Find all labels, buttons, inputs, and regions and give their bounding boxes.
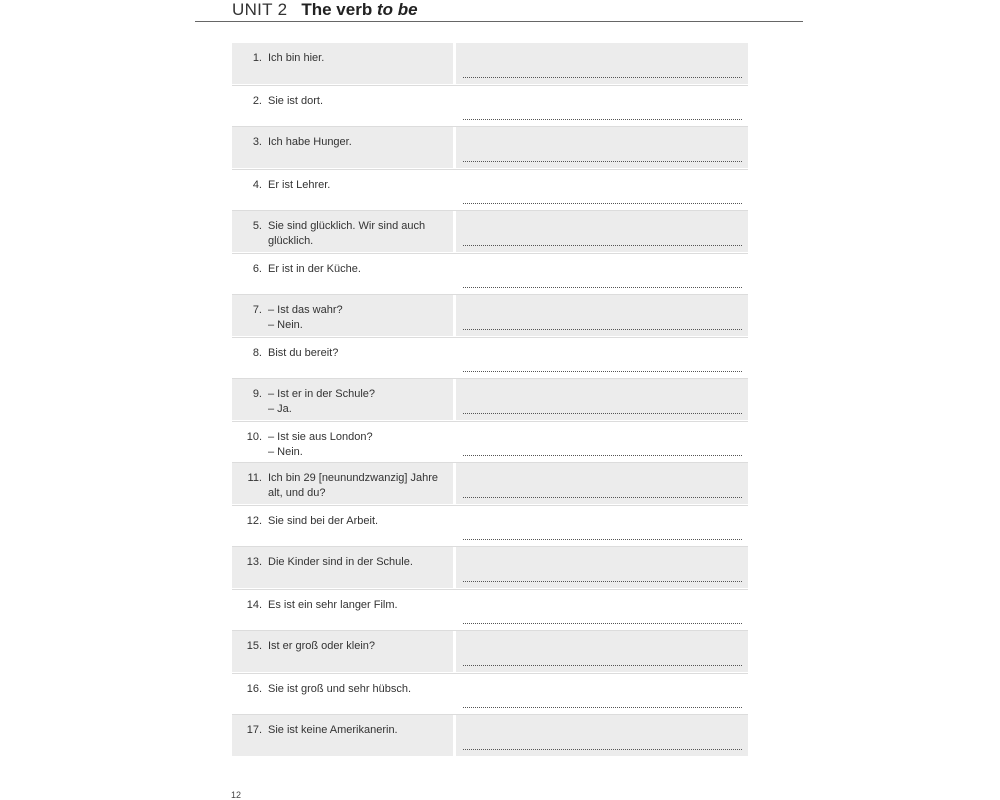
answer-cell[interactable] xyxy=(456,463,748,504)
answer-line[interactable] xyxy=(463,623,742,624)
header-rule xyxy=(195,21,803,22)
exercise-prompt xyxy=(232,463,453,504)
answer-line[interactable] xyxy=(463,749,742,750)
exercise-prompt xyxy=(232,674,453,714)
exercise-row xyxy=(232,295,748,337)
exercise-number: 5. xyxy=(252,220,262,232)
exercise-prompt xyxy=(232,295,453,336)
exercise-number: 4. xyxy=(252,179,262,191)
exercise-row xyxy=(232,85,748,127)
answer-cell[interactable] xyxy=(456,127,748,168)
exercise-sentence: Sie sind bei der Arbeit. xyxy=(268,515,379,527)
exercise-sentence: Sie sind glücklich. Wir sind auch glücklich. xyxy=(268,220,426,247)
exercise-prompt xyxy=(232,715,453,756)
answer-cell[interactable] xyxy=(456,338,748,378)
answer-line[interactable] xyxy=(463,203,742,204)
exercise-row xyxy=(232,127,748,169)
exercise-sentence: Ich bin 29 [neunundzwanzig] Jahre alt, und du? xyxy=(268,472,439,499)
answer-cell[interactable] xyxy=(456,170,748,210)
answer-line[interactable] xyxy=(463,119,742,120)
exercise-table xyxy=(232,43,748,757)
unit-title-prefix: The verb xyxy=(301,0,377,19)
exercise-row xyxy=(232,379,748,421)
exercise-sentence: – Ist das wahr? – Nein. xyxy=(268,304,343,331)
exercise-number: 6. xyxy=(252,263,262,275)
exercise-prompt xyxy=(232,254,453,294)
answer-line[interactable] xyxy=(463,77,742,78)
exercise-sentence: Es ist ein sehr langer Film. xyxy=(268,599,398,611)
exercise-row xyxy=(232,337,748,379)
answer-cell[interactable] xyxy=(456,254,748,294)
exercise-number: 11. xyxy=(247,472,262,484)
exercise-prompt xyxy=(232,631,453,672)
exercise-row xyxy=(232,43,748,85)
exercise-prompt xyxy=(232,506,453,546)
exercise-row xyxy=(232,589,748,631)
exercise-number: 9. xyxy=(252,388,262,400)
answer-cell[interactable] xyxy=(456,674,748,714)
exercise-number: 7. xyxy=(252,304,262,316)
answer-cell[interactable] xyxy=(456,590,748,630)
exercise-row xyxy=(232,211,748,253)
exercise-sentence: Er ist Lehrer. xyxy=(268,179,331,191)
answer-line[interactable] xyxy=(463,287,742,288)
answer-line[interactable] xyxy=(463,497,742,498)
answer-line[interactable] xyxy=(463,665,742,666)
exercise-sentence: Die Kinder sind in der Schule. xyxy=(268,556,413,568)
answer-cell[interactable] xyxy=(456,547,748,588)
answer-cell[interactable] xyxy=(456,86,748,126)
exercise-sentence: Sie ist groß und sehr hübsch. xyxy=(268,683,412,695)
answer-cell[interactable] xyxy=(456,715,748,756)
page-number: 12 xyxy=(231,790,242,800)
exercise-sentence: – Ist er in der Schule? – Ja. xyxy=(268,388,376,415)
exercise-sentence: Ist er groß oder klein? xyxy=(268,640,375,652)
answer-cell[interactable] xyxy=(456,631,748,672)
answer-cell[interactable] xyxy=(456,506,748,546)
exercise-prompt xyxy=(232,43,453,84)
exercise-prompt xyxy=(232,211,453,252)
answer-cell[interactable] xyxy=(456,422,748,462)
exercise-number: 3. xyxy=(252,136,262,148)
exercise-prompt xyxy=(232,379,453,420)
answer-line[interactable] xyxy=(463,581,742,582)
exercise-row xyxy=(232,421,748,463)
exercise-number: 13. xyxy=(246,556,262,568)
exercise-row xyxy=(232,631,748,673)
answer-line[interactable] xyxy=(463,371,742,372)
exercise-row xyxy=(232,463,748,505)
exercise-row xyxy=(232,505,748,547)
exercise-prompt xyxy=(232,170,453,210)
answer-cell[interactable] xyxy=(456,295,748,336)
answer-line[interactable] xyxy=(463,455,742,456)
unit-title xyxy=(301,0,417,20)
exercise-row xyxy=(232,169,748,211)
exercise-prompt xyxy=(232,127,453,168)
answer-line[interactable] xyxy=(463,161,742,162)
exercise-prompt xyxy=(232,547,453,588)
exercise-number: 2. xyxy=(252,95,262,107)
answer-cell[interactable] xyxy=(456,43,748,84)
exercise-prompt xyxy=(232,590,453,630)
exercise-row xyxy=(232,547,748,589)
unit-title-emphasis: to be xyxy=(376,0,418,19)
exercise-sentence: Er ist in der Küche. xyxy=(268,263,361,275)
exercise-number: 1. xyxy=(252,52,262,64)
exercise-sentence: Bist du bereit? xyxy=(268,347,339,359)
unit-label: UNIT 2 xyxy=(232,0,288,19)
exercise-number: 10. xyxy=(246,431,262,443)
answer-line[interactable] xyxy=(463,413,742,414)
exercise-number: 16. xyxy=(246,683,262,695)
answer-cell[interactable] xyxy=(456,211,748,252)
exercise-row xyxy=(232,715,748,757)
answer-line[interactable] xyxy=(463,707,742,708)
page-header xyxy=(232,0,418,20)
exercise-number: 17. xyxy=(246,724,262,736)
answer-line[interactable] xyxy=(463,245,742,246)
answer-cell[interactable] xyxy=(456,379,748,420)
exercise-number: 14. xyxy=(246,599,262,611)
exercise-number: 15. xyxy=(246,640,262,652)
exercise-sentence: Sie ist dort. xyxy=(268,95,324,107)
exercise-row xyxy=(232,673,748,715)
exercise-sentence: – Ist sie aus London? – Nein. xyxy=(268,431,373,458)
exercise-sentence: Ich habe Hunger. xyxy=(268,136,352,148)
exercise-prompt xyxy=(232,338,453,378)
exercise-sentence: Sie ist keine Amerikanerin. xyxy=(268,724,398,736)
exercise-number: 8. xyxy=(252,347,262,359)
answer-line[interactable] xyxy=(463,329,742,330)
answer-line[interactable] xyxy=(463,539,742,540)
exercise-prompt xyxy=(232,86,453,126)
exercise-row xyxy=(232,253,748,295)
exercise-number: 12. xyxy=(246,515,262,527)
exercise-sentence: Ich bin hier. xyxy=(268,52,325,64)
exercise-prompt xyxy=(232,422,453,462)
